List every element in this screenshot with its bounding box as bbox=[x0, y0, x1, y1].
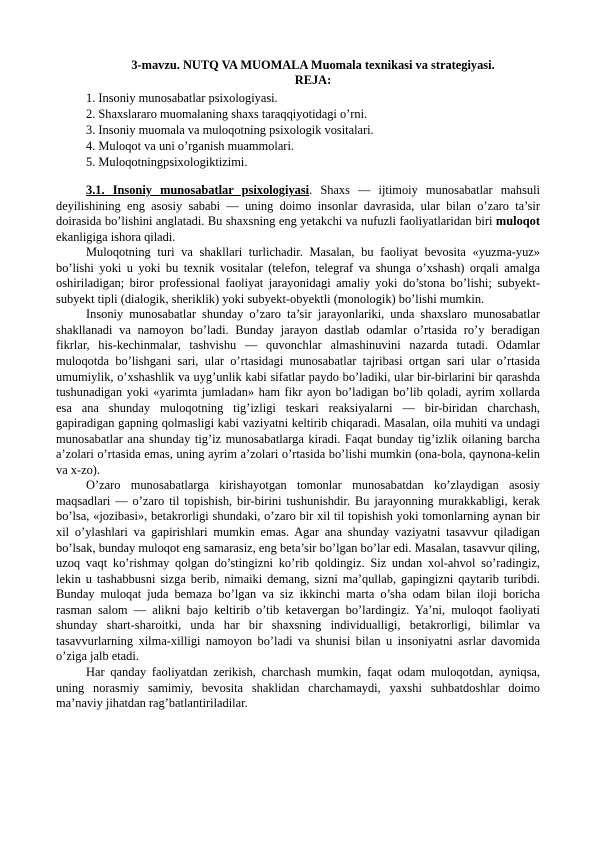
plan-item: 3. Insoniy muomala va muloqotning psixologik vositalari. bbox=[86, 123, 374, 137]
document-title: 3-mavzu. NUTQ VA MUOMALA Muomala texnikasi va strategiyasi. bbox=[131, 58, 495, 72]
document-body bbox=[56, 183, 540, 712]
paragraph-1 bbox=[56, 183, 540, 245]
section-heading: 3.1. Insoniy munosabatlar psixologiyasi bbox=[86, 183, 310, 197]
bold-term: muloqot bbox=[495, 214, 540, 229]
paragraph-5: Har qanday faoliyatdan zerikish, charchash mumkin, faqat odam muloqotdan, ayniqsa, uning norasmiy samimiy, bevosita shaklidan charchamaydi, yaxshi suhbatdoshlar doimo ma’naviy jihatdan rag’batlantiriladilar. bbox=[56, 664, 540, 711]
paragraph-text: . Shaxs — ijtimoiy munosabatlar mahsuli deyilishining eng asosiy sababi — uning doimo insonlar davrasida, ular bilan o’zaro ta’sir doirasida bo’lishini anglatadi. Bu shaxsning eng yetakchi va nufuzli faoliyatlaridan biri bbox=[56, 183, 540, 229]
plan-item: 1. Insoniy munosabatlar psixologiyasi. bbox=[86, 91, 278, 105]
paragraph-3: Insoniy munosabatlar shunday o’zaro ta’sir jarayonlariki, unda shaxslaro munosabatlar shakllanadi va namoyon bo’ladi. Bunday jarayon dastlab odamlar o’rtasida ro’y beradigan fikrlar, his-kechinmalar, tashvishu — quvonchlar almashinuvini nazarda tutadi. Odamlar muloqotda bo’lishgani sari, ular o’rtasidagi munosabatlar tajribasi ortgan sari ular o’rtasida umumiylik, o’xshashlik va uyg’unlik kabi sifatlar paydo bo’ladiki, ular bir-birlarini bir qarashda tushunadigan yoki «yarimta jumladan» ham fikr ayon bo’ladigan bo’lib qoladi, ayrim xollarda esa ana shunday muloqotning tig’izligi teskari reaksiyalarni — bir-biridan charchash, gapiradigan gapning qolmasligi kabi vaziyatni keltirib chiqaradi. Masalan, oila muhiti va undagi munosabatlar ana shunday tig’iz munosabatlarga kiradi. Faqat bunday tig’izlik oilaning barcha a’zolari o’rtasida emas, uning ayrim a’zolari o’rtasida bo’lishi mumkin (ona-bola, qaynona-kelin va x-zo). bbox=[56, 307, 540, 477]
plan-item: 2. Shaxslararo muomalaning shaxs taraqqiyotidagi o’rni. bbox=[86, 107, 368, 121]
plan-list bbox=[86, 90, 540, 170]
paragraph-4: O’zaro munosabatlarga kirishayotgan tomonlar munosabatdan ko’zlaydigan asosiy maqsadlari — o’zaro til topishish, bir-birini tushunishdir. Bu jarayonning murakkabligi, kerak bo’lsa, «jozibasi», betakrorligi shundaki, o’zaro bir xil til topishish yoki tomonlarning aynan bir xil o’ylashlari va gapirishlari mumkin emas. Agar ana shunday vaziyatni tasavvur qiladigan bo’lsak, bunday muloqot eng samarasiz, eng beta’sir bo’lgan bo’lar edi. Masalan, tasavvur qiling, uzoq vaqt ko’rishmay qolgan do’stingizni ko’rib qoldingiz. Siz undan xol-ahvol so’radingiz, lekin u tashabbusni sizga berib, nimaiki demang, sizni ma’qullab, gapingizni qaytarib turibdi. Bunday muloqat juda bemaza bo’lgan va siz ikkinchi marta o’sha odam bilan iloji boricha rasman salom — alikni bajo keltirib o’tib ketavergan bo’lardingiz. Ya’ni, muloqot faoliyati shunday shart-sharoitki, unda har bir shaxsning individualligi, betakrorligi, bilimlar va tasavvurlarning xilma-xilligi namoyon bo’ladi va shunisi bilan u insoniyatni asrlar davomida o’ziga jalb etadi. bbox=[56, 478, 540, 664]
paragraph-2: Muloqotning turi va shakllari turlichadir. Masalan, bu faoliyat bevosita «yuzma-yuz» bo’lishi yoki u yoki bu texnik vositalar (telefon, telegraf va shunga o’xshash) orqali amalga oshiriladigan; biror professional faoliyat jarayonidagi amaliy yoki do’stona bo’lishi; subyekt-subyekt tipli (dialogik, sheriklik) yoki subyekt-obyektli (monologik) bo’lishi mumkin. bbox=[56, 245, 540, 306]
plan-item: 4. Muloqot va uni o’rganish muammolari. bbox=[86, 139, 294, 153]
plan-heading: REJA: bbox=[294, 73, 332, 87]
paragraph-text: ekanligiga ishora qiladi. bbox=[56, 229, 176, 244]
plan-item: 5. Muloqotningpsixologiktizimi. bbox=[86, 155, 248, 169]
